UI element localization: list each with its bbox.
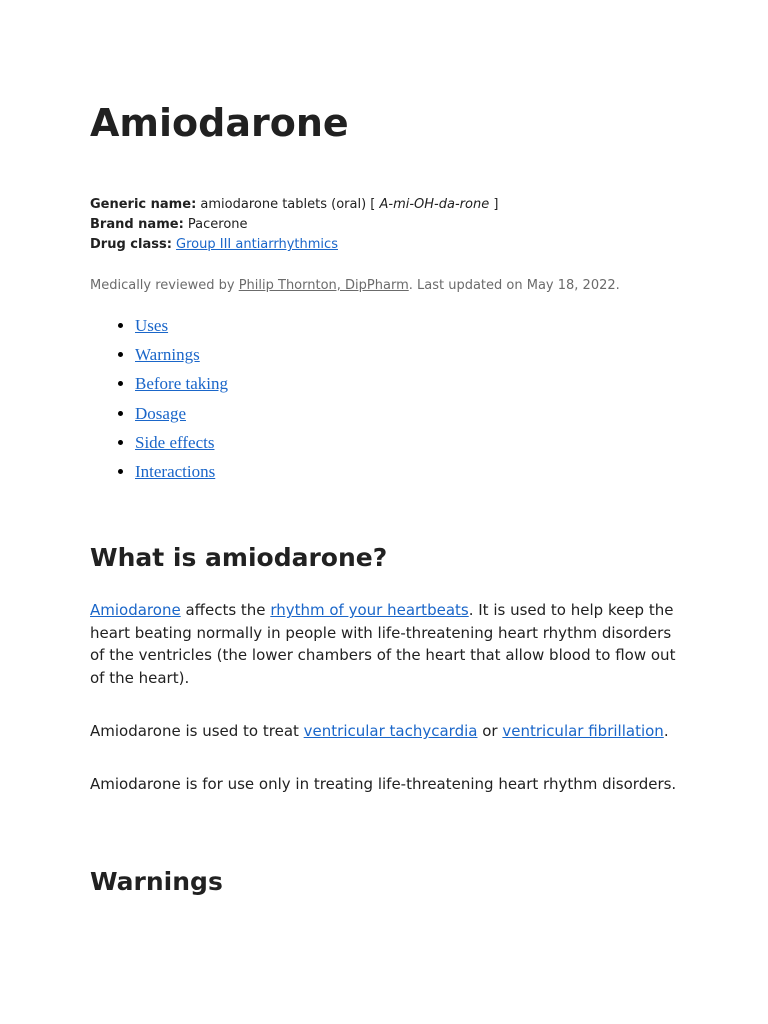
toc-link-warnings[interactable]: Warnings bbox=[135, 345, 200, 365]
section-heading-what-is: What is amiodarone? bbox=[90, 543, 388, 572]
toc-item bbox=[135, 314, 228, 343]
toc-item bbox=[135, 460, 228, 489]
section-heading-warnings: Warnings bbox=[90, 867, 223, 896]
generic-name-row: Generic name: amiodarone tablets (oral) [ A-mi-OH-da-rone ] bbox=[90, 197, 499, 212]
paragraph-text: . bbox=[663, 722, 669, 740]
brand-name-label: Brand name bbox=[90, 217, 179, 232]
toc-link-side-effects[interactable]: Side effects bbox=[135, 432, 215, 452]
toc-link-interactions[interactable]: Interactions bbox=[135, 461, 216, 481]
reviewed-suffix: . Last updated on May 18, 2022. bbox=[408, 278, 620, 293]
paragraph-text: Amiodarone is used to treat bbox=[90, 722, 304, 740]
ventricular-fibrillation-link[interactable]: ventricular fibrillation bbox=[502, 722, 664, 740]
generic-name-label: Generic name bbox=[90, 197, 192, 212]
drug-class-label: Drug class bbox=[90, 237, 167, 252]
toc-item bbox=[135, 343, 228, 372]
amiodarone-link[interactable]: Amiodarone bbox=[90, 601, 181, 619]
reviewed-prefix: Medically reviewed by bbox=[90, 278, 235, 293]
drug-class-row: Drug class: Group III antiarrhythmics bbox=[90, 237, 338, 252]
paragraph-what-is bbox=[90, 599, 690, 689]
heart-rhythm-link[interactable]: rhythm of your heartbeats bbox=[270, 601, 469, 619]
paragraph-use-only: Amiodarone is for use only in treating life-threatening heart rhythm disorders. bbox=[90, 775, 677, 793]
toc-link-dosage[interactable]: Dosage bbox=[135, 403, 186, 423]
toc-item bbox=[135, 431, 228, 460]
paragraph-text: or bbox=[477, 722, 503, 740]
toc-link-before-taking[interactable]: Before taking bbox=[135, 374, 228, 394]
toc-item bbox=[135, 402, 228, 431]
brand-name-row: Brand name: Pacerone bbox=[90, 217, 248, 232]
page-title: Amiodarone bbox=[90, 101, 349, 145]
paragraph-text: . It is used to help keep the heart beating normally in people with life-threatening heart rhythm disorders of the ventricles (the lower chambers of the heart that allow blood to flow out of the heart). bbox=[90, 601, 676, 687]
toc-item bbox=[135, 372, 228, 401]
drug-meta bbox=[90, 195, 498, 255]
ventricular-tachycardia-link[interactable]: ventricular tachycardia bbox=[303, 722, 478, 740]
pronunciation: A-mi-OH-da-rone bbox=[379, 197, 490, 212]
paragraph-treats bbox=[90, 720, 690, 743]
table-of-contents bbox=[90, 314, 228, 489]
generic-name-value: amiodarone tablets (oral) bbox=[200, 197, 367, 212]
paragraph-text: affects the bbox=[180, 601, 271, 619]
drug-class-link[interactable]: Group III antiarrhythmics bbox=[176, 237, 338, 252]
brand-name-value: Pacerone bbox=[187, 217, 248, 232]
reviewer-link[interactable]: Philip Thornton, DipPharm bbox=[238, 278, 409, 293]
review-info bbox=[90, 276, 620, 296]
toc-link-uses[interactable]: Uses bbox=[135, 316, 169, 335]
